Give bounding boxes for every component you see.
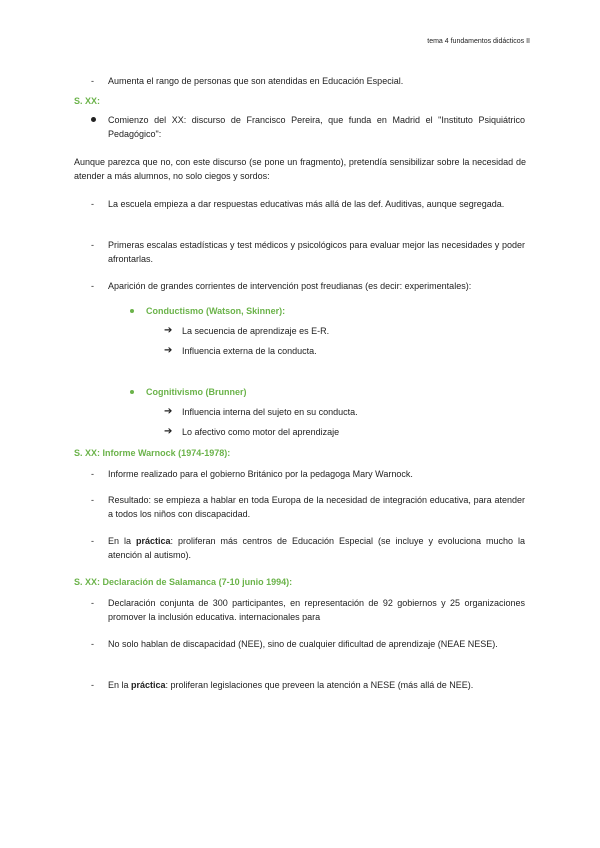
green-bullet-icon — [130, 390, 134, 394]
list-item-practice — [108, 534, 525, 562]
practice-word: práctica — [135, 536, 171, 546]
practice-word: práctica — [131, 680, 166, 690]
sub-point: Influencia externa de la conducta. — [182, 346, 317, 356]
page-header: tema 4 fundamentos didácticos II — [427, 38, 530, 45]
list-item: Comienzo del XX: discurso de Francisco Pereira, que funda en Madrid el "Instituto Psiquiátrico Pedagógico": — [108, 115, 525, 139]
sub-point: Influencia interna del sujeto en su conducta. — [182, 407, 358, 417]
dash-marker: - — [91, 281, 94, 291]
paragraph: Aunque parezca que no, con este discurso (se pone un fragmento), pretendía sensibilizar sobre la necesidad de atender a más alumnos, no solo ciegos y sordos: — [74, 157, 526, 181]
arrow-right-icon: ➔ — [164, 426, 173, 437]
list-item: No solo hablan de discapacidad (NEE), sino de cualquier dificultad de aprendizaje (NEAE NESE). — [108, 639, 498, 649]
arrow-right-icon: ➔ — [164, 406, 173, 417]
dash-marker: - — [91, 76, 94, 86]
list-item: Resultado: se empieza a hablar en toda Europa de la necesidad de integración educativa, para atender a todos los niños con discapacidad. — [108, 495, 525, 519]
list-item: Aumenta el rango de personas que son atendidas en Educación Especial. — [108, 76, 404, 86]
list-item: La escuela empieza a dar respuestas educativas más allá de las def. Auditivas, aunque segregada. — [108, 199, 505, 209]
dash-marker: - — [91, 495, 94, 505]
list-item: Primeras escalas estadísticas y test médicos y psicológicos para evaluar mejor las necesidades y poder afrontarlas. — [108, 240, 525, 264]
dash-marker: - — [91, 536, 94, 546]
sub-point: La secuencia de aprendizaje es E-R. — [182, 326, 330, 336]
section-heading-salamanca: S. XX: Declaración de Salamanca (7-10 junio 1994): — [74, 577, 293, 587]
arrow-right-icon: ➔ — [164, 345, 173, 356]
practice-prefix: En la — [108, 680, 132, 690]
dash-marker: - — [91, 199, 94, 209]
list-item: Declaración conjunta de 300 participantes, en representación de 92 gobiernos y 25 organizaciones promover la inclusión educativa. internacionales para — [108, 598, 525, 622]
list-item-practice — [108, 678, 528, 692]
practice-prefix: En la — [108, 536, 136, 546]
bullet-icon — [91, 117, 96, 122]
practice-rest: : proliferan legislaciones que preveen la atención a NESE (más allá de NEE). — [165, 680, 474, 690]
section-heading-s-xx: S. XX: — [74, 96, 101, 106]
dash-marker: - — [91, 680, 94, 690]
arrow-right-icon: ➔ — [164, 325, 173, 336]
green-bullet-icon — [130, 309, 134, 313]
dash-marker: - — [91, 469, 94, 479]
section-heading-warnock: S. XX: Informe Warnock (1974-1978): — [74, 448, 231, 458]
subheading-conductismo: Conductismo (Watson, Skinner): — [146, 306, 286, 316]
list-item: Informe realizado para el gobierno Británico por la pedagoga Mary Warnock. — [108, 469, 413, 479]
practice-rest: : proliferan más centros de Educación Especial (se incluye y evoluciona mucho la atención al autismo). — [108, 536, 525, 560]
dash-marker: - — [91, 639, 94, 649]
subheading-cognitivismo: Cognitivismo (Brunner) — [146, 387, 247, 397]
list-item: Aparición de grandes corrientes de intervención post freudianas (es decir: experimentales): — [108, 281, 472, 291]
sub-point: Lo afectivo como motor del aprendizaje — [182, 427, 340, 437]
dash-marker: - — [91, 240, 94, 250]
dash-marker: - — [91, 598, 94, 608]
